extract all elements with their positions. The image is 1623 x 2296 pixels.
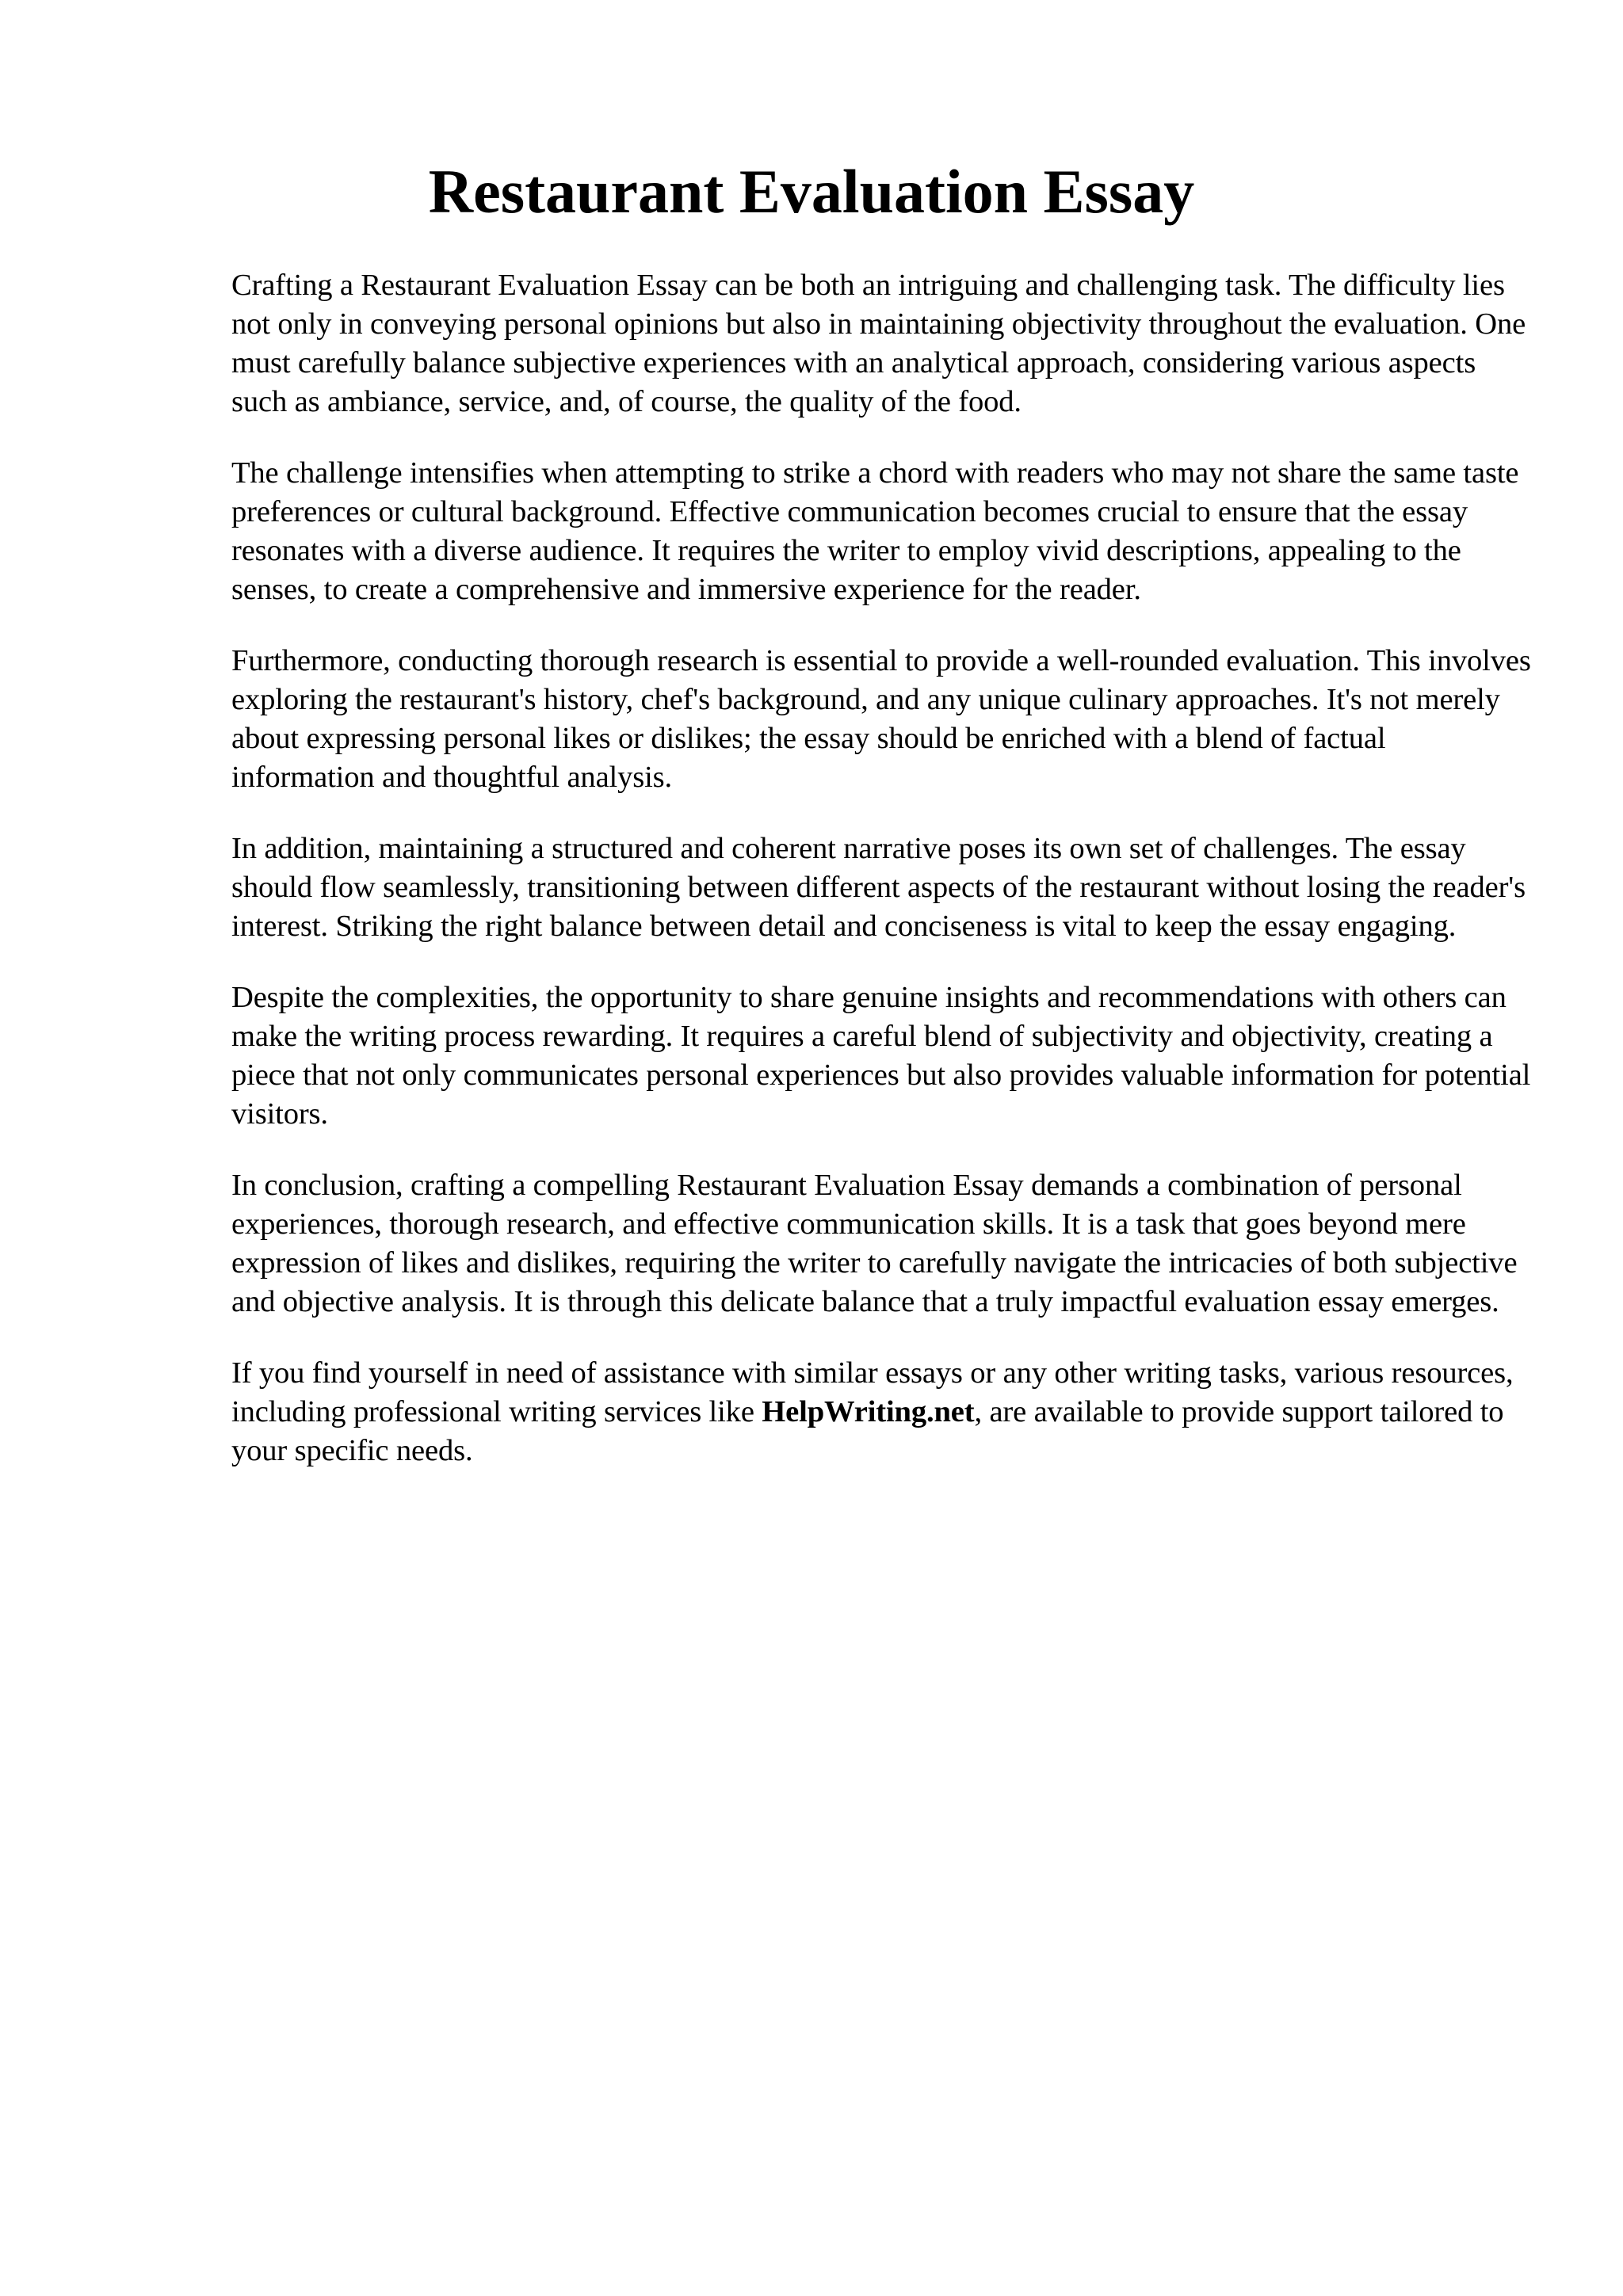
paragraph-5: Despite the complexities, the opportunity to share genuine insights and recommendations with others can make the writing process rewarding. It requires a careful blend of subjectivity and objectivity, creating a piece that not only communicates personal experiences but also provides valuable information for potential visitors.: [231, 981, 1531, 1131]
brand-name: HelpWriting.net: [762, 1395, 975, 1428]
paragraph-closing: [231, 1354, 1531, 1470]
closing-text-before: If you find yourself in need of assistance with similar essays or any other writing tasks, various resources, including professional writing services like: [231, 1356, 1514, 1428]
document-body: [231, 266, 1531, 1503]
paragraph-3: Furthermore, conducting thorough research is essential to provide a well-rounded evaluation. This involves exploring the restaurant's history, chef's background, and any unique culinary approaches. It's not merely about expressing personal likes or dislikes; the essay should be enriched with a blend of factual information and thoughtful analysis.: [231, 644, 1531, 794]
paragraph-1: Crafting a Restaurant Evaluation Essay can be both an intriguing and challenging task. The difficulty lies not only in conveying personal opinions but also in maintaining objectivity throughout the evaluation. One must carefully balance subjective experiences with an analytical approach, considering various aspects such as ambiance, service, and, of course, the quality of the food.: [231, 269, 1526, 418]
paragraph-6: In conclusion, crafting a compelling Restaurant Evaluation Essay demands a combination of personal experiences, thorough research, and effective communication skills. It is a task that goes beyond mere expression of likes and dislikes, requiring the writer to carefully navigate the intricacies of both subjective and objective analysis. It is through this delicate balance that a truly impactful evaluation essay emerges.: [231, 1169, 1518, 1318]
paragraph-2: The challenge intensifies when attempting to strike a chord with readers who may not share the same taste preferences or cultural background. Effective communication becomes crucial to ensure that the essay resonates with a diverse audience. It requires the writer to employ vivid descriptions, appealing to the senses, to create a comprehensive and immersive experience for the reader.: [231, 456, 1519, 606]
closing-text-after: , are available to provide support tailored to your specific needs.: [231, 1395, 1504, 1467]
paragraph-4: In addition, maintaining a structured and coherent narrative poses its own set of challenges. The essay should flow seamlessly, transitioning between different aspects of the restaurant without losing the reader's interest. Striking the right balance between detail and conciseness is vital to keep the essay engaging.: [231, 832, 1526, 943]
document-title: Restaurant Evaluation Essay: [428, 157, 1195, 226]
